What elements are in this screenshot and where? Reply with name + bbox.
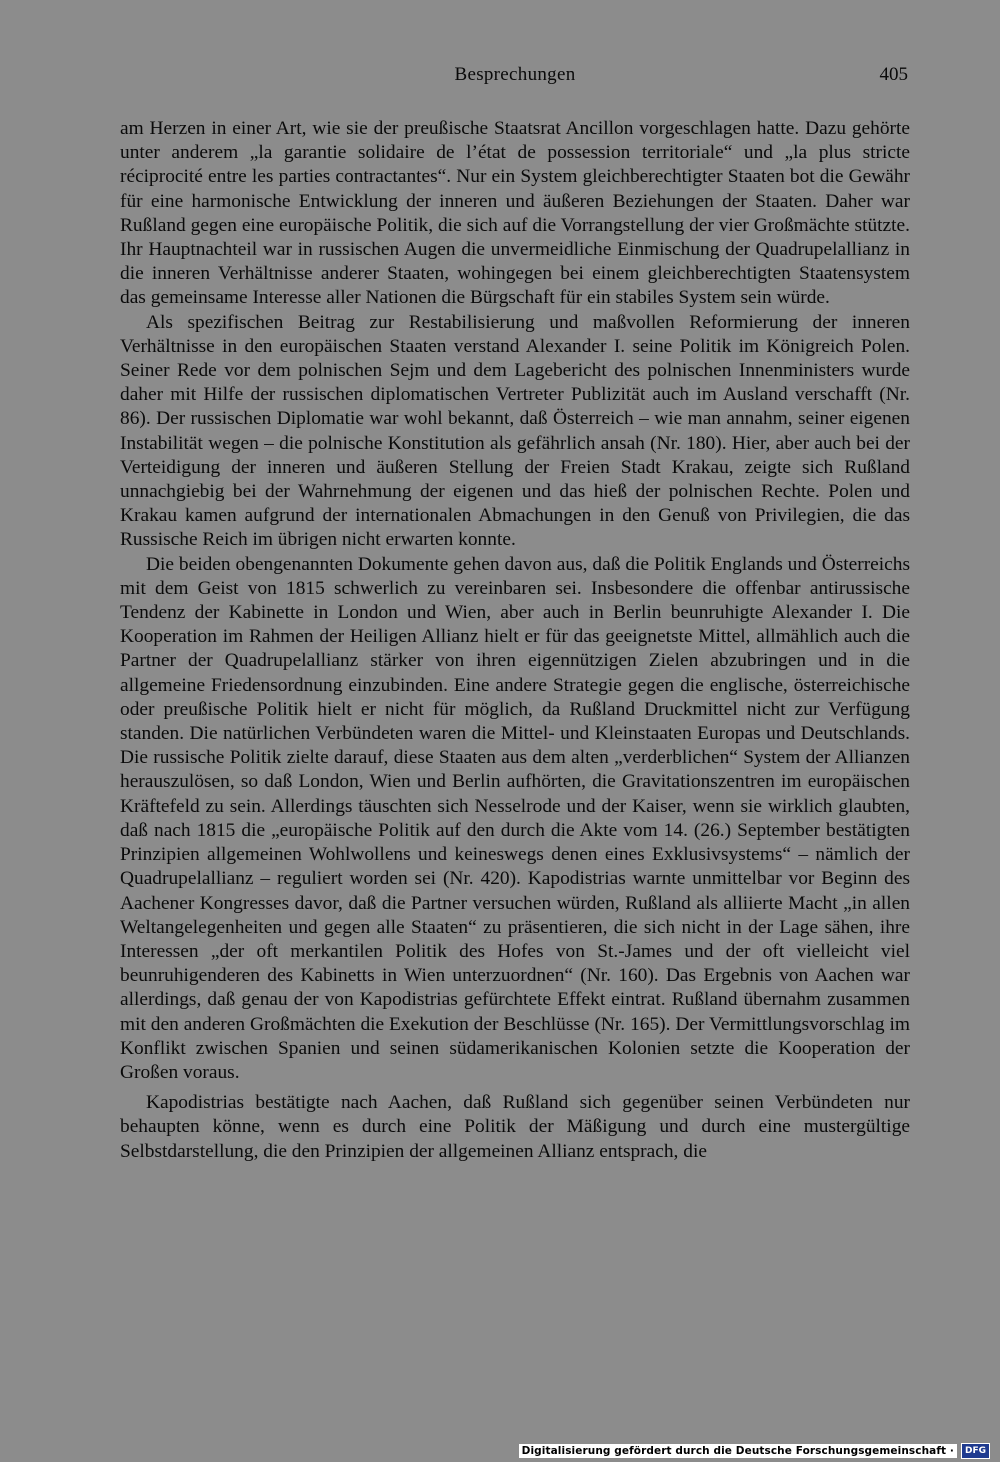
digitization-credit bbox=[519, 1443, 990, 1459]
paragraph: Die beiden obengenannten Dokumente gehen davon aus, daß die Politik Englands und Österreichs mit dem Geist von 1815 schwerlich zu vereinbaren sei. Insbesondere die offenbar antirussische Tendenz der Kabinette in London und Wien, aber auch in Berlin beunruhigte Alexander I. Die Kooperation im Rahmen der Heiligen Allianz hielt er für das geeignetste Mittel, allmählich auch die Partner der Quadrupelallianz stärker von ihren eigennützigen Zielen abzubringen und in die allgemeine Friedensordnung einzubinden. Eine andere Strategie gegen die englische, österreichische oder preußische Politik hielt er nicht für möglich, da Rußland Druckmittel nicht zur Verfügung standen. Die natürlichen Verbündeten waren die Mittel- und Kleinstaaten Europas und Deutschlands. Die russische Politik zielte darauf, diese Staaten aus dem alten „verderblichen“ System der Allianzen herauszulösen, so daß London, Wien und Berlin aufhörten, die Gravitationszentren im europäischen Kräftefeld zu sein. Allerdings täuschten sich Nesselrode und der Kaiser, wenn sie wirklich glaubten, daß nach 1815 die „europäische Politik auf den durch die Akte vom 14. (26.) September bestätigten Prinzipien allgemeinen Wohlwollens und keineswegs denen eines Exklusivsystems“ – nämlich der Quadrupelallianz – reguliert worden sei (Nr. 420). Kapodistrias warnte unmittelbar vor Beginn des Aachener Kongresses davor, daß die Partner versuchen würden, Rußland als alliierte Macht „in allen Weltangelegenheiten und gegen alle Staaten“ zu präsentieren, die sich nicht in der Lage sähen, ihre Interessen „der oft merkantilen Politik des Hofes von St.-James und der oft vielleicht viel beunruhigenderen des Kabinetts in Wien unterzuordnen“ (Nr. 160). Das Ergebnis von Aachen war allerdings, daß genau der von Kapodistrias gefürchtete Effekt eintrat. Rußland übernahm zusammen mit den anderen Großmächten die Exekution der Beschlüsse (Nr. 165). Der Vermittlungsvorschlag im Konflikt zwischen Spanien und seinen südamerikanischen Kolonien setzte die Kooperation der Großen voraus. bbox=[120, 553, 910, 1083]
page-header bbox=[120, 64, 910, 92]
paragraph: Als spezifischen Beitrag zur Restabilisierung und maßvollen Reformierung der inneren Verhältnisse in den europäischen Staaten verstand Alexander I. seine Politik im Königreich Polen. Seiner Rede vor dem polnischen Sejm und dem Lagebericht des polnischen Innenministers wurde daher mit Hilfe der russischen diplomatischen Vertreter Publizität auch im Ausland verschafft (Nr. 86). Der russischen Diplomatie war wohl bekannt, daß Österreich – wie man annahm, seiner eigenen Instabilität wegen – die polnische Konstitution als gefährlich ansah (Nr. 180). Hier, aber auch bei der Verteidigung der inneren und äußeren Stellung der Freien Stadt Krakau, zeigte sich Rußland unnachgiebig bei der Wahrnehmung der eigenen und das hieß der polnischen Rechte. Polen und Krakau kamen aufgrund der internationalen Abmachungen in den Genuß von Privilegien, die das Russische Reich im übrigen nicht erwarten konnte. bbox=[120, 311, 910, 551]
body-text bbox=[120, 117, 910, 1164]
paragraph: Kapodistrias bestätigte nach Aachen, daß Rußland sich gegenüber seinen Verbündeten nur behaupten könne, wenn es durch eine Politik der Mäßigung und durch eine mustergültige Selbstdarstellung, die den Prinzipien der allgemeinen Allianz entsprach, die bbox=[120, 1092, 910, 1162]
dfg-logo-icon: DFG bbox=[961, 1443, 990, 1459]
running-head: Besprechungen bbox=[454, 64, 576, 85]
page-number: 405 bbox=[879, 64, 908, 85]
credit-text: Digitalisierung gefördert durch die Deutsche Forschungsgemeinschaft · bbox=[519, 1444, 957, 1458]
paragraph: am Herzen in einer Art, wie sie der preußische Staatsrat Ancillon vorgeschlagen hatte. Dazu gehörte unter anderem „la garantie solidaire de l’état de possession territoriale“ und „la plus stricte réciprocité entre les parties contractantes“. Nur ein System gleichberechtigter Staaten bot die Gewähr für eine harmonische Entwicklung der inneren und äußeren Beziehungen der Staaten. Daher war Rußland gegen eine europäische Politik, die sich auf die Vorrangstellung der vier Großmächte stützte. Ihr Hauptnachteil war in russischen Augen die unvermeidliche Einmischung der Quadrupelallianz in die inneren Verhältnisse anderer Staaten, wohingegen bei einem gleichberechtigten Staatensystem das gemeinsame Interesse aller Nationen die Bürgschaft für ein stabiles System sein würde. bbox=[120, 118, 910, 309]
